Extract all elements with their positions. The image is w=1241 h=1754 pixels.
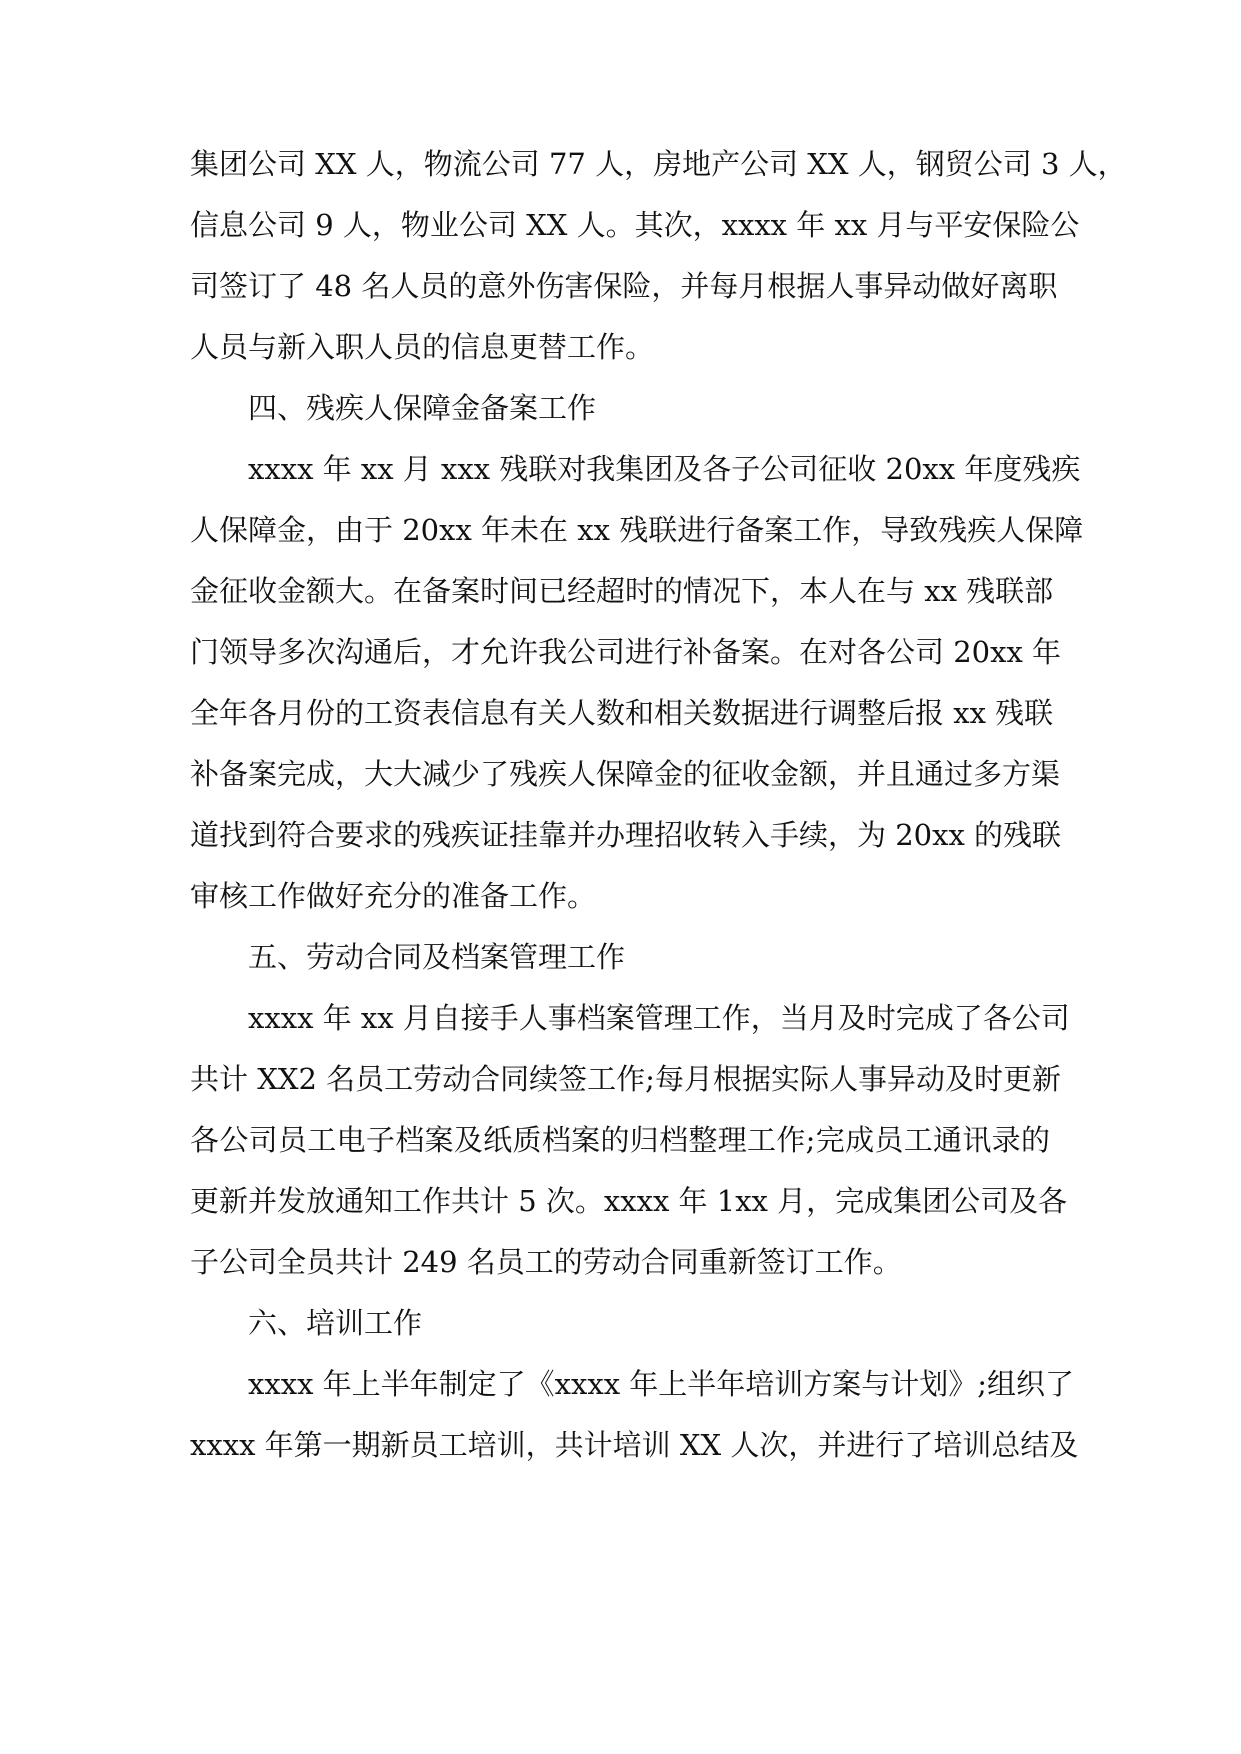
paragraph-3-line-2: 共计 XX2 名员工劳动合同续签工作;每月根据实际人事异动及时更新 xyxy=(190,1062,1061,1096)
paragraph-2-line-7: 道找到符合要求的残疾证挂靠并办理招收转入手续，为 20xx 的残联 xyxy=(190,818,1062,852)
paragraph-2-line-4: 门领导多次沟通后，才允许我公司进行补备案。在对各公司 20xx 年 xyxy=(190,635,1062,669)
paragraph-2-line-8: 审核工作做好充分的准备工作。 xyxy=(190,879,597,913)
paragraph-2-line-5: 全年各月份的工资表信息有关人数和相关数据进行调整后报 xx 残联 xyxy=(190,696,1054,730)
paragraph-1-line-4: 人员与新入职人员的信息更替工作。 xyxy=(190,330,655,364)
section-heading-6: 六、培训工作 xyxy=(248,1306,423,1340)
paragraph-3-line-5: 子公司全员共计 249 名员工的劳动合同重新签订工作。 xyxy=(190,1245,902,1279)
paragraph-2-line-1: xxxx 年 xx 月 xxx 残联对我集团及各子公司征收 20xx 年度残疾 xyxy=(248,452,1081,486)
paragraph-1-line-2: 信息公司 9 人，物业公司 XX 人。其次，xxxx 年 xx 月与平安保险公 xyxy=(190,208,1080,242)
paragraph-1-line-3: 司签订了 48 名人员的意外伤害保险，并每月根据人事异动做好离职 xyxy=(190,269,1058,303)
paragraph-2-line-3: 金征收金额大。在备案时间已经超时的情况下，本人在与 xx 残联部 xyxy=(190,574,1054,608)
paragraph-3-line-3: 各公司员工电子档案及纸质档案的归档整理工作;完成员工通讯录的 xyxy=(190,1123,1050,1157)
section-heading-5: 五、劳动合同及档案管理工作 xyxy=(248,940,626,974)
paragraph-1-line-1: 集团公司 XX 人，物流公司 77 人，房地产公司 XX 人，钢贸公司 3 人， xyxy=(190,147,1127,181)
paragraph-2-line-2: 人保障金，由于 20xx 年未在 xx 残联进行备案工作，导致残疾人保障 xyxy=(190,513,1084,547)
section-heading-4: 四、残疾人保障金备案工作 xyxy=(248,391,597,425)
paragraph-4-line-1: xxxx 年上半年制定了《xxxx 年上半年培训方案与计划》;组织了 xyxy=(248,1367,1075,1401)
paragraph-4-line-2: xxxx 年第一期新员工培训，共计培训 XX 人次，并进行了培训总结及 xyxy=(190,1428,1079,1462)
paragraph-3-line-4: 更新并发放通知工作共计 5 次。xxxx 年 1xx 月，完成集团公司及各 xyxy=(190,1184,1068,1218)
paragraph-3-line-1: xxxx 年 xx 月自接手人事档案管理工作，当月及时完成了各公司 xyxy=(248,1001,1070,1035)
paragraph-2-line-6: 补备案完成，大大减少了残疾人保障金的征收金额，并且通过多方渠 xyxy=(190,757,1061,791)
